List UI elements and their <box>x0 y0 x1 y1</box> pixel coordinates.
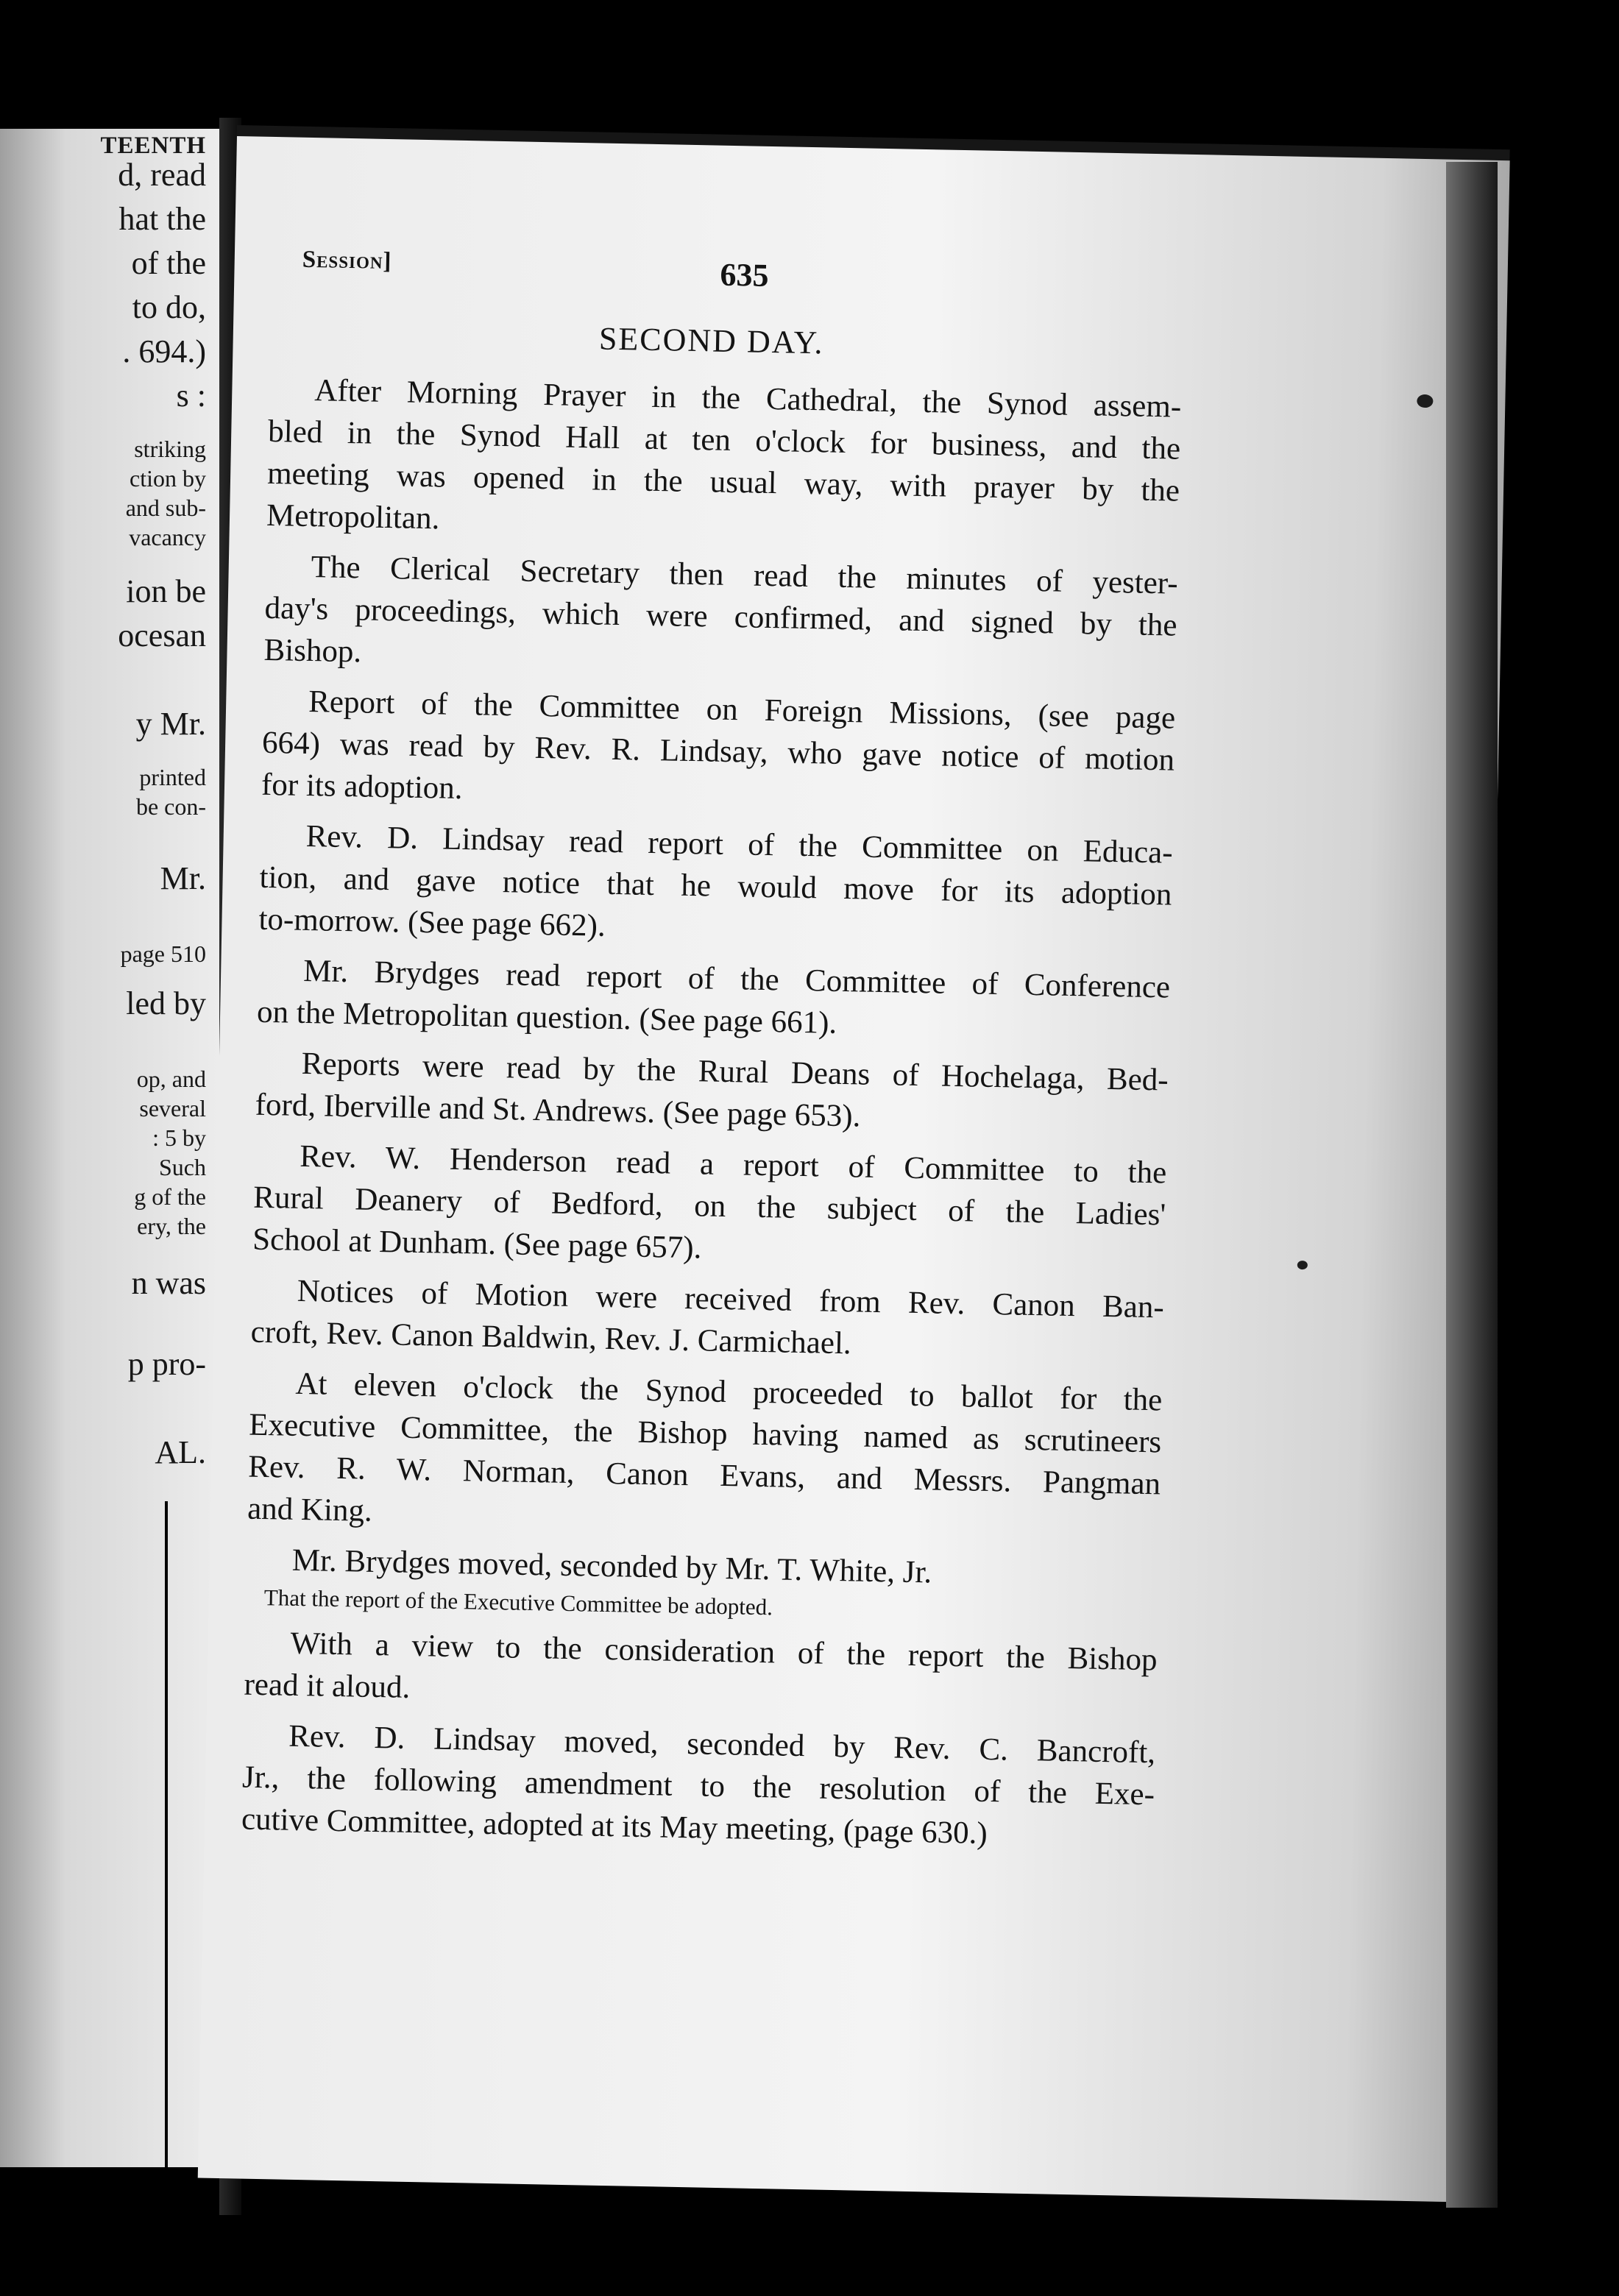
facing-page-line: d, read <box>118 157 206 193</box>
text-line: Report of the Committee on Foreign Missions, (see page <box>308 684 1176 736</box>
facing-page-line: ery, the <box>137 1213 206 1239</box>
page-number: 635 <box>720 256 769 294</box>
facing-page-line: be con- <box>135 793 206 820</box>
paragraph <box>244 1622 1158 1723</box>
paragraph <box>247 1362 1163 1548</box>
paragraph <box>250 1269 1164 1371</box>
text-line: With a view to the consideration of the report the Bishop <box>290 1626 1158 1678</box>
text-line: and King. <box>247 1491 373 1528</box>
facing-page-line: printed <box>139 764 206 790</box>
facing-page-line: striking <box>134 436 206 462</box>
text-line: Rural Deanery of Bedford, on the subject of the Ladies' <box>252 1180 1166 1233</box>
facing-page-line: page 510 <box>120 940 206 967</box>
facing-page-line: s : <box>176 378 206 414</box>
text-line: on the Metropolitan question. (See page 661). <box>256 994 837 1041</box>
text-line: to-morrow. (See page 662). <box>258 901 606 943</box>
text-line: School at Dunham. (See page 657). <box>252 1222 702 1266</box>
paragraph <box>255 1042 1169 1144</box>
paragraph <box>258 815 1173 958</box>
facing-page-line: ction by <box>130 465 206 492</box>
facing-page-line: . 694.) <box>122 333 206 369</box>
running-head: Session] <box>302 246 392 275</box>
facing-page-line: y Mr. <box>135 706 206 742</box>
section-title: SECOND DAY. <box>598 320 825 361</box>
text-line: Jr., the following amendment to the resolution of the Exe- <box>241 1760 1155 1813</box>
paragraph <box>252 1135 1167 1278</box>
text-line: 664) was read by Rev. R. Lindsay, who gave notice of motion <box>261 725 1175 778</box>
paragraph <box>263 545 1178 689</box>
paragraph <box>261 680 1176 823</box>
text-line: bled in the Synod Hall at ten o'clock for business, and the <box>267 414 1181 467</box>
gutter-line <box>165 1501 168 2237</box>
body-text <box>241 369 1181 1866</box>
text-line: for its adoption. <box>261 767 463 807</box>
book-page <box>198 136 1510 2203</box>
facing-page-line: AL. <box>155 1434 206 1470</box>
facing-page-line: TEENTH <box>100 132 206 159</box>
text-line: The Clerical Secretary then read the minutes of yester- <box>311 550 1179 601</box>
facing-page-line: to do, <box>132 289 206 325</box>
text-line: read it aloud. <box>244 1667 411 1705</box>
facing-page-line: Such <box>159 1154 206 1180</box>
text-line: croft, Rev. Canon Baldwin, Rev. J. Carmichael. <box>250 1314 852 1361</box>
facing-page-line: of the <box>131 245 206 281</box>
paragraph <box>241 1715 1156 1858</box>
facing-page-line: p pro- <box>127 1346 206 1382</box>
facing-page-line: ion be <box>126 573 206 609</box>
text-line: Mr. Brydges read report of the Committee of Conference <box>302 953 1171 1005</box>
paragraph <box>257 949 1171 1051</box>
text-line: Rev. D. Lindsay read report of the Committee on Educa- <box>305 818 1173 871</box>
facing-page-line: and sub- <box>125 495 206 521</box>
facing-page-line: n was <box>131 1265 206 1301</box>
text-line: That the report of the Executive Committee be adopted. <box>263 1584 773 1620</box>
facing-page-line: hat the <box>118 201 206 237</box>
facing-page-line: led by <box>126 985 206 1021</box>
facing-page-line: ocesan <box>118 617 206 653</box>
text-line: Rev. W. Henderson read a report of Committee to the <box>299 1138 1167 1191</box>
ink-blot <box>1417 394 1433 408</box>
facing-page-fragment <box>0 129 219 2167</box>
text-line: After Morning Prayer in the Cathedral, the Synod assem- <box>313 373 1182 425</box>
ink-blot <box>1297 1261 1308 1269</box>
text-line: Bishop. <box>263 632 362 670</box>
text-line: Rev. D. Lindsay moved, seconded by Rev. C. Bancroft, <box>288 1718 1156 1771</box>
facing-page-line: : 5 by <box>152 1124 206 1151</box>
text-line: cutive Committee, adopted at its May meeting, (page 630.) <box>241 1801 988 1851</box>
text-line: tion, and gave notice that he would move for its adoption <box>259 860 1172 913</box>
text-line: day's proceedings, which were confirmed, and signed by the <box>264 590 1177 643</box>
page-stack-edge <box>1446 162 1498 2208</box>
text-line: ford, Iberville and St. Andrews. (See page 653). <box>255 1087 861 1134</box>
text-line: Rev. R. W. Norman, Canon Evans, and Messrs. Pangman <box>247 1449 1161 1502</box>
text-line: Notices of Motion were received from Rev. Canon Ban- <box>297 1273 1165 1325</box>
text-line: meeting was opened in the usual way, with prayer by the <box>266 456 1180 509</box>
paragraph <box>266 369 1182 554</box>
facing-page-line: several <box>139 1095 206 1122</box>
text-line: Mr. Brydges moved, seconded by Mr. T. White, Jr. <box>291 1542 932 1590</box>
facing-page-line: g of the <box>134 1183 206 1210</box>
facing-page-line: op, and <box>136 1066 206 1092</box>
facing-page-line: vacancy <box>129 524 206 550</box>
facing-page-line: Mr. <box>160 860 206 896</box>
text-line: Reports were read by the Rural Deans of Hochelaga, Bed- <box>301 1046 1169 1098</box>
text-line: Executive Committee, the Bishop having named as scrutineers <box>248 1407 1162 1460</box>
text-line: Metropolitan. <box>266 497 440 536</box>
text-line: At eleven o'clock the Synod proceeded to ballot for the <box>295 1366 1163 1418</box>
